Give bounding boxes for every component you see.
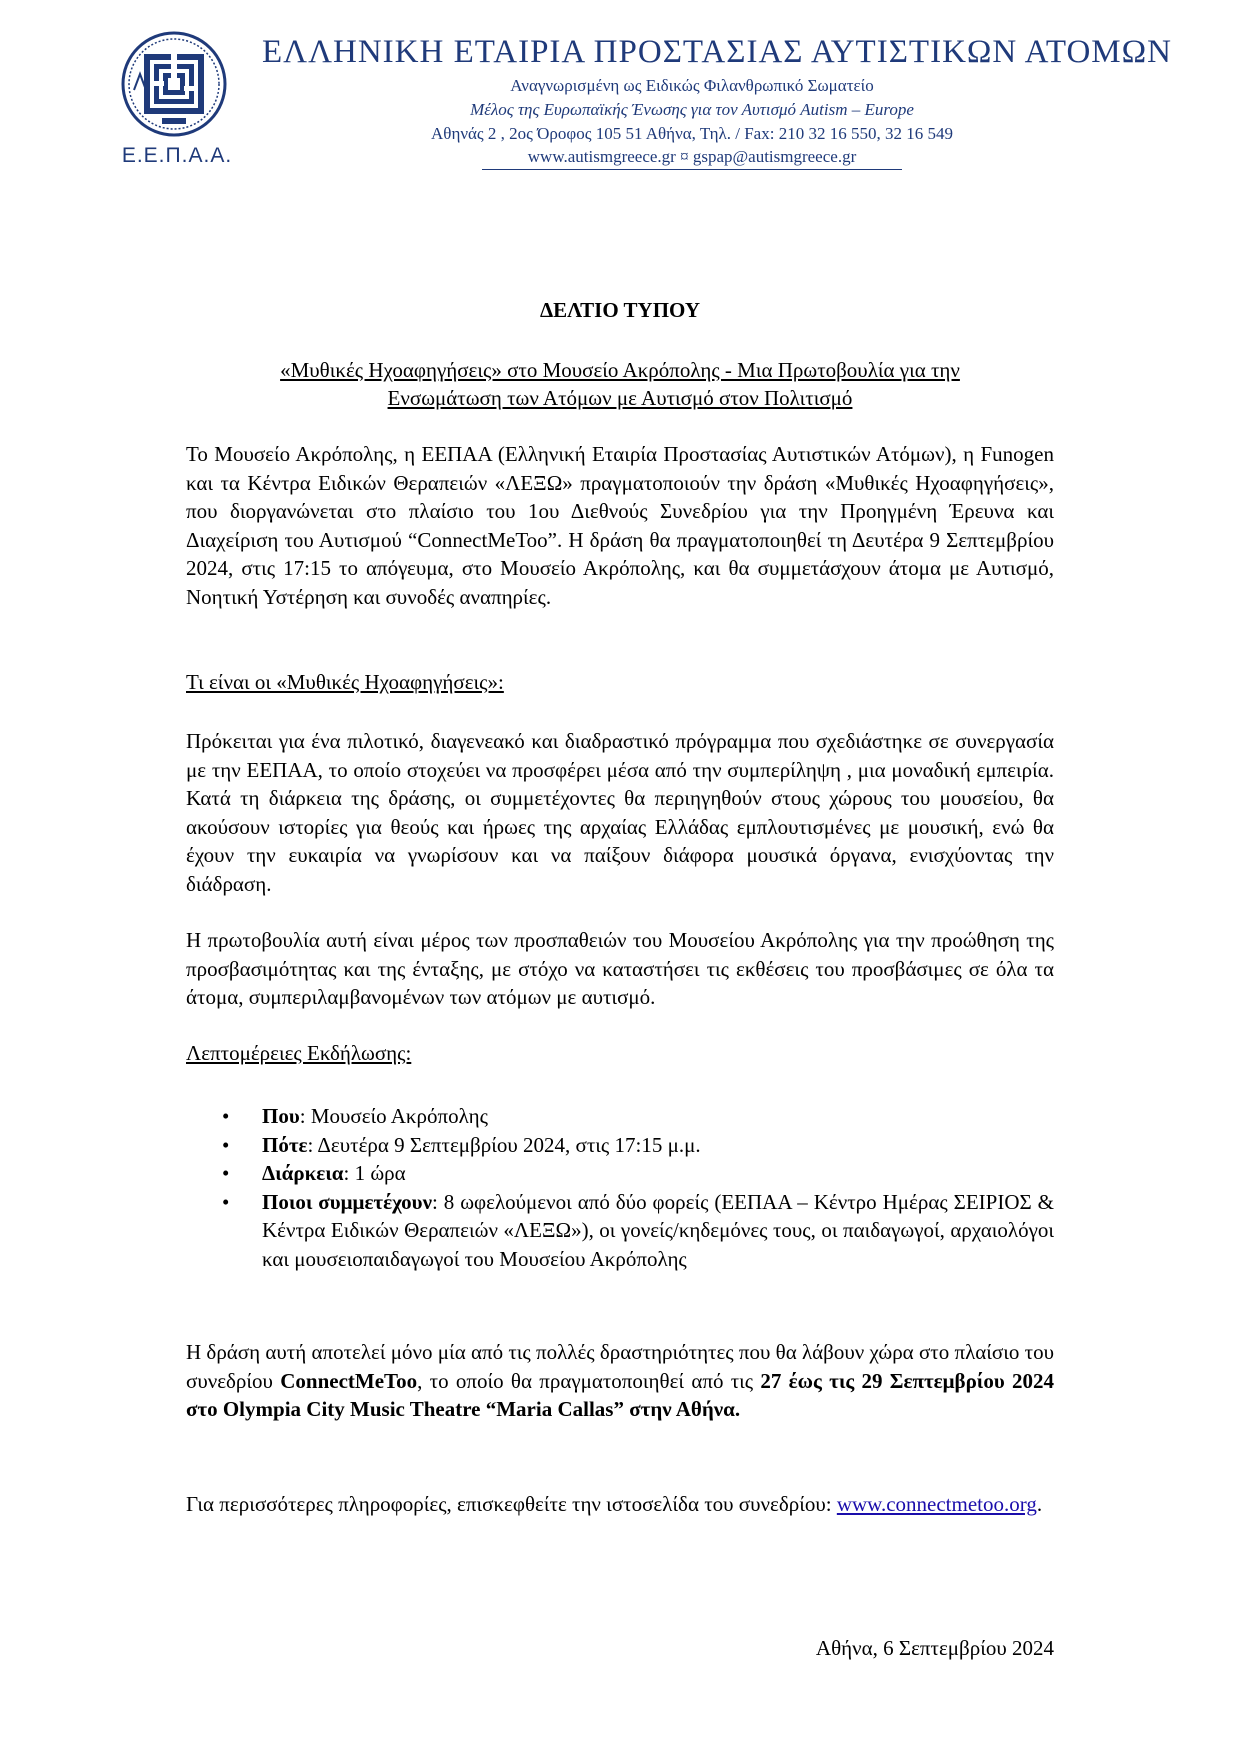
detail-item-when [186,1131,1054,1160]
recognition-line: Αναγνωρισμένη ως Ειδικώς Φιλανθρωπικό Σωματείο [510,76,874,95]
detail-label: Διάρκεια [262,1161,344,1185]
detail-item-where [186,1102,1054,1131]
conference-name: ConnectMeToo [280,1368,418,1393]
bullet-icon: • [222,1161,230,1185]
header-divider [482,169,902,170]
initiative-paragraph: Η πρωτοβουλία αυτή είναι μέρος των προσπαθειών του Μουσείου Ακρόπολης για την προώθηση της προσβασιμότητας και της ένταξης, με στόχο να καταστήσει τις εκθέσεις του προσβάσιμες σε όλα τα άτομα, συμπεριλαμβανομένων των ατόμων με αυτισμό. [186,928,1054,1009]
conference-dates-venue: 27 έως τις 29 Σεπτεμβρίου 2024 στο Olympia City Music Theatre “Maria Callas” στην Αθήνα. [186,1368,1054,1421]
detail-label: Πότε [262,1132,308,1157]
detail-value: : Μουσείο Ακρόπολης [299,1104,488,1128]
details-list [186,1102,1054,1273]
logo-caption: Ε.Ε.Π.Α.Α. [121,144,233,167]
info-end: . [1036,1492,1043,1516]
what-heading: Τι είναι οι «Μυθικές Ηχοαφηγήσεις»: [186,670,504,694]
detail-item-participants [186,1188,1054,1274]
details-heading: Λεπτομέρειες Εκδήλωσης: [186,1041,412,1065]
what-paragraph: Πρόκειται για ένα πιλοτικό, διαγενεακό και διαδραστικό πρόγραμμα που σχεδιάστηκε σε συνεργασία με την ΕΕΠΑΑ, το οποίο στοχεύει να προσφέρει μέσα από την συμπερίληψη , μια μοναδική εμπειρία. Κατά τη διάρκεια της δράσης, οι συμμετέχοντες θα περιηγηθούν στους χώρους του μουσείου, θα ακούσουν ιστορίες για θεούς και ήρωες της αρχαίας Ελλάδας εμπλουτισμένες με μουσική, ενώ θα έχουν την ευκαιρία να γνωρίσουν και να παίξουν διάφορα μουσικά όργανα, ενισχύοντας την διάδραση. [186,729,1054,896]
subtitle-line-2: Ενσωμάτωση των Ατόμων με Αυτισμό στον Πολιτισμό [387,386,853,410]
organization-logo [120,30,228,138]
labyrinth-seal-icon [120,30,228,138]
closing-text: Η δράση αυτή αποτελεί μόνο μία από τις πολλές δραστηριότητες που θα λάβουν χώρα στο πλαίσιο του συνεδρίου [186,1340,1054,1393]
info-paragraph [186,1490,1054,1519]
address-line: Αθηνάς 2 , 2ος Όροφος 105 51 Αθήνα, Τηλ. / Fax: 210 32 16 550, 32 16 549 [431,124,953,143]
detail-label: Που [262,1104,300,1128]
closing-paragraph [186,1338,1054,1424]
document-title: ΔΕΛΤΙΟ ΤΥΠΟΥ [539,298,701,322]
date-signoff: Αθήνα, 6 Σεπτεμβρίου 2024 [815,1636,1054,1660]
intro-paragraph: Το Μουσείο Ακρόπολης, η ΕΕΠΑΑ (Ελληνική Εταιρία Προστασίας Αυτιστικών Ατόμων), η Funogen και τα Κέντρα Ειδικών Θεραπειών «ΛΕΞΩ» πραγματοποιούν την δράση «Μυθικές Ηχοαφηγήσεις», που διοργανώνεται στο πλαίσιο του 1ου Διεθνούς Συνεδρίου για την Προηγμένη Έρευνα και Διαχείριση του Αυτισμού “ConnectMeToo”. Η δράση θα πραγματοποιηθεί τη Δευτέρα 9 Σεπτεμβρίου 2024, στις 17:15 το απόγευμα, στο Μουσείο Ακρόπολης, και θα συμμετάσχουν άτομα με Αυτισμό, Νοητική Υστέρηση και συνοδές αναπηρίες. [186,442,1054,609]
closing-text: , το οποίο θα πραγματοποιηθεί από τις [417,1368,761,1393]
detail-value: : 1 ώρα [343,1161,406,1185]
bullet-icon: • [222,1132,230,1157]
document-subtitle [186,356,1054,412]
detail-label: Ποιοι συμμετέχουν [262,1189,432,1214]
subtitle-line-1: «Μυθικές Ηχοαφηγήσεις» στο Μουσείο Ακρόπολης - Μια Πρωτοβουλία για την [280,358,960,382]
contacts-line[interactable]: www.autismgreece.gr ¤ gspap@autismgreece.gr [527,147,857,166]
bullet-icon: • [222,1189,230,1214]
detail-item-duration [186,1159,1054,1188]
detail-value: : 8 ωφελούμενοι από δύο φορείς (ΕΕΠΑΑ – Κέντρο Ημέρας ΣΕΙΡΙΟΣ & Κέντρα Ειδικών Θεραπειών «ΛΕΞΩ»), οι γονείς/κηδεμόνες τους, οι παιδαγωγοί, αρχαιολόγοι και μουσειοπαιδαγωγοί του Μουσείου Ακρόπολης [262,1189,1054,1271]
membership-line: Μέλος της Ευρωπαϊκής Ένωσης για τον Αυτισμό Autism – Europe [470,100,914,119]
organization-name: ΕΛΛΗΝΙΚΗ ΕΤΑΙΡΙΑ ΠΡΟΣΤΑΣΙΑΣ ΑΥΤΙΣΤΙΚΩΝ ΑΤΟΜΩΝ [262,34,1172,70]
info-text: Για περισσότερες πληροφορίες, επισκεφθείτε την ιστοσελίδα του συνεδρίου: [186,1492,837,1516]
detail-value: : Δευτέρα 9 Σεπτεμβρίου 2024, στις 17:15 μ.μ. [307,1132,701,1157]
bullet-icon: • [222,1104,230,1128]
conference-website-link[interactable]: www.connectmetoo.org [836,1492,1037,1516]
